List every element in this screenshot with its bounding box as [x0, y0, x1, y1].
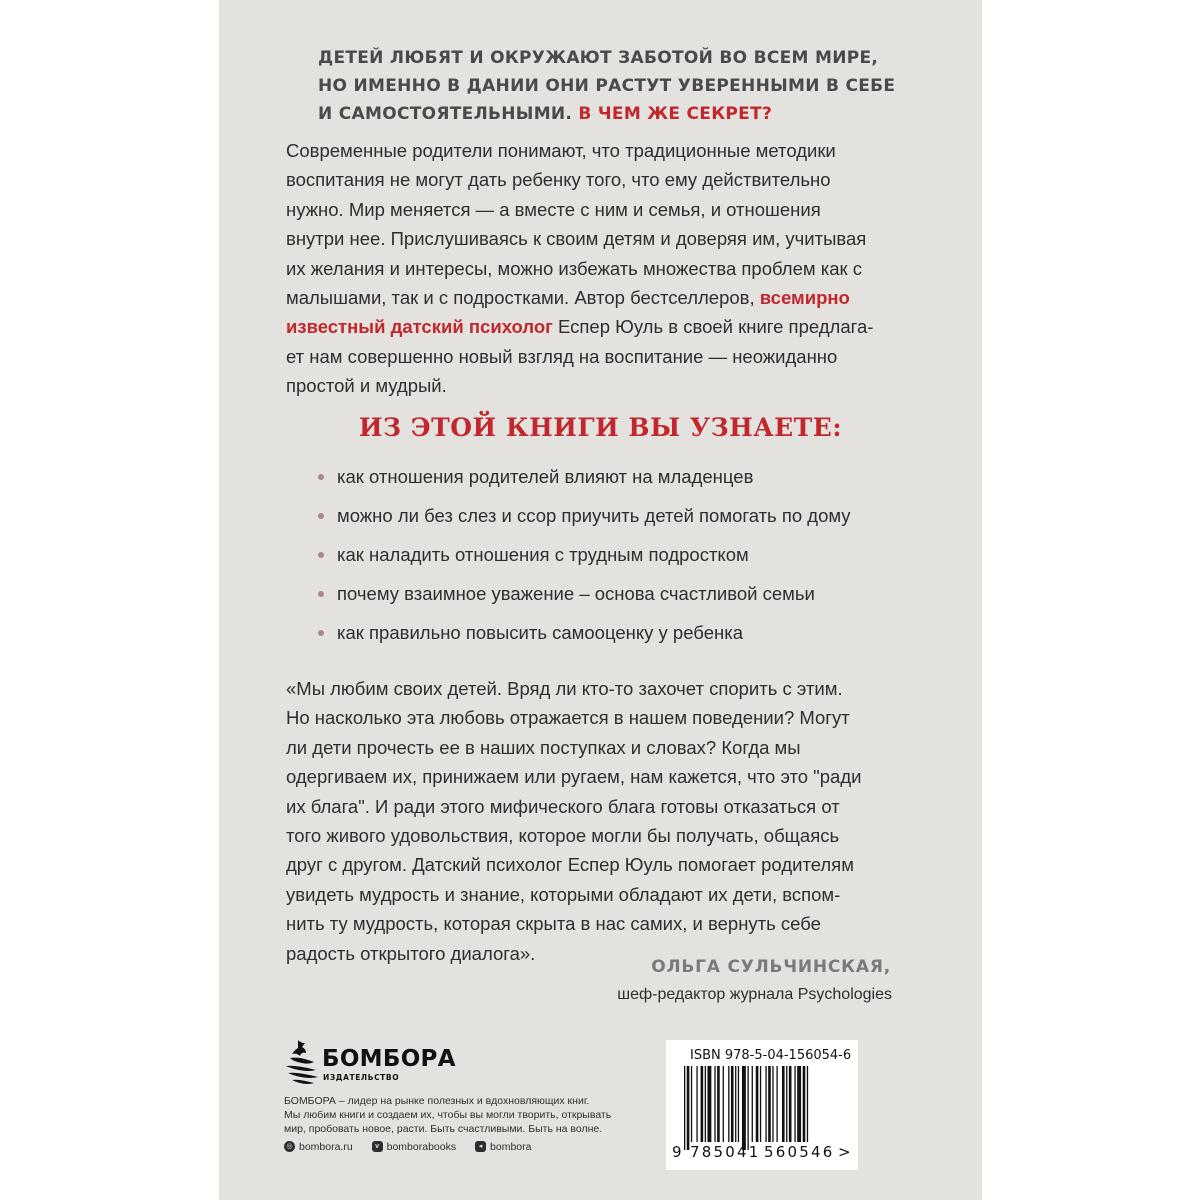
- intro-highlight: В ЧЕМ ЖЕ СЕКРЕТ?: [578, 104, 773, 124]
- isbn-number: ISBN 978-5-04-156054-6: [690, 1048, 852, 1063]
- list-item: [318, 616, 938, 655]
- intro-block: [318, 44, 918, 128]
- list-item-text: можно ли без слез и ссор приучить детей помогать по дому: [337, 505, 851, 526]
- quote-line: «Мы любим своих детей. Вряд ли кто-то захочет спорить с этим.: [286, 678, 843, 699]
- ean-group-right: 560546: [764, 1143, 835, 1161]
- barcode-bar: [717, 1066, 720, 1142]
- barcode-bar: [797, 1066, 801, 1142]
- barcode-bar: [768, 1066, 771, 1142]
- list-item-text: почему взаимное уважение – основа счастливой семьи: [337, 583, 815, 604]
- barcode-bar: [723, 1066, 724, 1142]
- social-label: bomborabooks: [386, 1140, 457, 1153]
- description-line: нужно. Мир меняется — а вместе с ним и семья, и отношения: [286, 198, 821, 220]
- barcode-bar: [794, 1066, 795, 1142]
- description-highlight: известный датский психолог: [286, 316, 553, 338]
- list-item: [318, 577, 938, 616]
- description-highlight: всемирно: [759, 287, 850, 309]
- social-link-site[interactable]: [284, 1141, 353, 1153]
- intro-line: [318, 100, 918, 128]
- quote-line: Но насколько эта любовь отражается в нашем поведении? Могут: [286, 707, 850, 729]
- barcode-bar: [786, 1066, 787, 1142]
- barcode-bar: [742, 1066, 746, 1150]
- description-line: внутри нее. Прислушиваясь к своим детям и доверяя им, учитывая: [286, 228, 867, 250]
- barcode-bar: [756, 1066, 759, 1142]
- description-block: [286, 136, 926, 401]
- quote-line: радость открытого диалога».: [286, 942, 536, 964]
- description-line: Современные родители понимают, что традиционные методики: [286, 140, 836, 161]
- barcode-bar: [728, 1066, 729, 1142]
- quote-line: увидеть мудрость и знание, которыми обладают их дети, вспом-: [286, 883, 841, 905]
- list-item-text: как отношения родителей влияют на младенцев: [337, 466, 754, 487]
- globe-icon: ◎: [284, 1141, 295, 1152]
- publisher-socials: [284, 1139, 547, 1153]
- barcode-bar: [765, 1066, 766, 1142]
- bullet-dot-icon: [318, 630, 324, 636]
- quote-line: их блага". И ради этого мифического блага готовы отказаться от: [286, 795, 840, 817]
- learn-list: [318, 460, 938, 655]
- publisher-logo-subtitle: ИЗДАТЕЛЬСТВО: [323, 1073, 400, 1082]
- barcode-bar: [747, 1066, 748, 1150]
- barcode-bar: [687, 1066, 690, 1150]
- ean-first-digit: 9: [672, 1143, 682, 1161]
- barcode-bar: [803, 1066, 806, 1142]
- bombora-logo-icon: [284, 1038, 320, 1086]
- bullet-dot-icon: [318, 513, 324, 519]
- barcode-bar: [684, 1066, 685, 1150]
- list-item: [318, 499, 938, 538]
- messenger-icon: ◂: [475, 1141, 486, 1152]
- quote-author: ОЛЬГА СУЛЬЧИНСКАЯ,: [651, 957, 891, 977]
- blurb-line: Мы любим книги и создаем их, чтобы вы могли творить, открывать: [284, 1109, 612, 1121]
- barcode-bar: [696, 1066, 697, 1142]
- barcode-bar: [714, 1066, 715, 1142]
- publisher-logo-name: БОМБОРА: [322, 1046, 456, 1072]
- barcode-bar: [691, 1066, 692, 1142]
- ean-group-left: 785041: [690, 1143, 761, 1161]
- list-item-text: как наладить отношения с трудным подростком: [337, 544, 749, 565]
- barcode-bar: [807, 1066, 808, 1142]
- intro-line-text: И САМОСТОЯТЕЛЬНЫМИ.: [318, 104, 573, 124]
- barcode-bar: [735, 1066, 736, 1142]
- barcode-bar: [701, 1066, 704, 1142]
- list-item: [318, 538, 938, 577]
- description-line: их желания и интересы, можно избежать множества проблем как с: [286, 257, 862, 279]
- description-line: воспитания не могут дать ребенку того, что ему действительно: [286, 169, 831, 191]
- blurb-line: мир, пробовать новое, расти. Быть счастливыми. Быть на волне.: [284, 1123, 603, 1135]
- barcode-bar: [782, 1066, 785, 1142]
- barcode-bar: [738, 1066, 739, 1142]
- ean-end-mark: >: [838, 1143, 851, 1161]
- description-line: простой и мудрый.: [286, 375, 447, 397]
- quote-line: того живого удовольствия, которое могли бы получать, общаясь: [286, 825, 840, 847]
- quote-line: одергиваем их, принижаем или ругаем, нам кажется, что это "ради: [286, 766, 862, 788]
- vk-icon: v: [372, 1141, 383, 1152]
- barcode-bar: [760, 1066, 761, 1142]
- social-label: bombora.ru: [299, 1140, 353, 1153]
- quote-block: [286, 674, 926, 968]
- quote-line: друг с другом. Датский психолог Еспер Юуль помогает родителям: [286, 854, 854, 876]
- description-line: [286, 312, 926, 341]
- publisher-blurb: [284, 1094, 644, 1136]
- description-line-text: малышами, так и с подростками. Автор бестселлеров,: [286, 287, 755, 309]
- bullet-dot-icon: [318, 591, 324, 597]
- bullet-dot-icon: [318, 552, 324, 558]
- learn-heading: ИЗ ЭТОЙ КНИГИ ВЫ УЗНАЕТЕ:: [358, 413, 843, 442]
- barcode-bar: [772, 1066, 773, 1142]
- description-line: [286, 283, 926, 312]
- social-label: bombora: [490, 1140, 532, 1153]
- barcode-bar: [752, 1066, 753, 1142]
- barcode-bar: [776, 1066, 777, 1142]
- quote-line: нить ту мудрость, которая скрыта в нас самих, и вернуть себе: [286, 913, 821, 935]
- intro-line: ДЕТЕЙ ЛЮБЯТ И ОКРУЖАЮТ ЗАБОТОЙ ВО ВСЕМ МИРЕ,: [318, 48, 879, 68]
- quote-line: ли дети прочесть ее в наших поступках и словах? Когда мы: [286, 736, 801, 758]
- list-item-text: как правильно повысить самооценку у ребенка: [337, 622, 743, 643]
- blurb-line: БОМБОРА – лидер на рынке полезных и вдохновляющих книг.: [284, 1095, 590, 1107]
- quote-author-role: шеф-редактор журнала Psychologies: [617, 986, 892, 1003]
- intro-line: НО ИМЕННО В ДАНИИ ОНИ РАСТУТ УВЕРЕННЫМИ В СЕБЕ: [318, 76, 896, 96]
- barcode-bar: [789, 1066, 792, 1142]
- description-line-text: Еспер Юуль в своей книге предлага-: [558, 316, 874, 338]
- barcode-bar: [731, 1066, 734, 1142]
- description-line: ет нам совершенно новый взгляд на воспитание — неожиданно: [286, 345, 838, 367]
- barcode-bar: [707, 1066, 711, 1142]
- social-link-vk[interactable]: [372, 1141, 456, 1153]
- social-link-messenger[interactable]: [475, 1141, 531, 1153]
- list-item: [318, 460, 938, 499]
- bullet-dot-icon: [318, 474, 324, 480]
- barcode-bar: [705, 1066, 706, 1142]
